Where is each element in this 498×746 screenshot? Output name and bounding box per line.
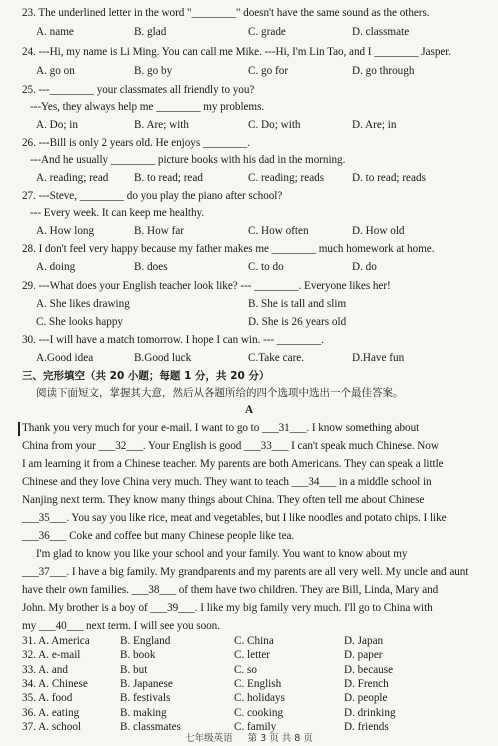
option: C. reading; reads bbox=[248, 172, 325, 184]
passage-line: ___36___ Coke and coffee but many Chinese people like tea. bbox=[22, 530, 295, 542]
cloze-options-31 bbox=[22, 634, 490, 649]
option: D. go through bbox=[352, 65, 415, 77]
option: 35. A. food bbox=[22, 692, 73, 705]
option: B. How far bbox=[134, 225, 185, 237]
option: B. classmates bbox=[120, 720, 181, 733]
option: B. making bbox=[120, 706, 167, 719]
option: D.Have fun bbox=[352, 352, 405, 364]
option: B. glad bbox=[134, 26, 167, 38]
option: A. How long bbox=[36, 225, 95, 237]
option: A. reading; read bbox=[36, 172, 109, 184]
cloze-options-37 bbox=[22, 720, 490, 735]
passage-line: my ___40___ next term. I will see you soon. bbox=[22, 620, 220, 632]
option: 33. A. and bbox=[22, 663, 68, 676]
passage-line: ___35___. You say you like rice, meat and vegetables, but I like noodles and potato chips. I like bbox=[22, 512, 447, 524]
passage-label: A bbox=[244, 404, 254, 416]
option: B. She is tall and slim bbox=[248, 298, 347, 310]
option: C. English bbox=[234, 677, 282, 690]
option: D. She is 26 years old bbox=[248, 316, 347, 328]
passage-line: ___37___. I have a big family. My grandparents and my parents are all very well. My uncle and aunt bbox=[22, 566, 469, 578]
question-30-options bbox=[36, 351, 490, 366]
passage-margin-mark bbox=[18, 422, 20, 436]
question-26-options bbox=[36, 171, 490, 186]
passage-line: China from your ___32___. Your English is good ___33___ I can't speak much Chinese. Now bbox=[22, 440, 439, 452]
question-29-options-row1 bbox=[36, 297, 490, 312]
cloze-options-33 bbox=[22, 663, 490, 678]
option: C. go for bbox=[248, 65, 289, 77]
option: D. people bbox=[344, 692, 388, 705]
option: A. She likes drawing bbox=[36, 298, 130, 310]
passage-line: I'm glad to know you like your school and your family. You want to know about my bbox=[36, 548, 408, 560]
option: D. friends bbox=[344, 720, 389, 733]
cloze-options-36 bbox=[22, 706, 490, 721]
option: D. do bbox=[352, 261, 377, 273]
question-26-line2: ---And he usually ________ picture books with his dad in the morning. bbox=[30, 154, 346, 166]
option: B. to read; read bbox=[134, 172, 203, 184]
option: B. book bbox=[120, 649, 156, 662]
option: B. does bbox=[134, 261, 168, 273]
option: D. drinking bbox=[344, 706, 396, 719]
option: C.Take care. bbox=[248, 352, 305, 364]
option: C. to do bbox=[248, 261, 284, 273]
question-25-options bbox=[36, 118, 490, 133]
option: D. Are; in bbox=[352, 119, 397, 131]
option: 34. A. Chinese bbox=[22, 677, 88, 690]
option: 32. A. e-mail bbox=[22, 649, 81, 662]
question-28-stem: 28. I don't feel very happy because my father makes me ________ much homework at home. bbox=[22, 243, 435, 255]
option: B. Japanese bbox=[120, 677, 173, 690]
question-27-line2: --- Every week. It can keep me healthy. bbox=[30, 207, 205, 219]
footer-grade: 七年级英语 bbox=[185, 733, 233, 744]
question-26-stem: 26. ---Bill is only 2 years old. He enjoys ________. bbox=[22, 137, 250, 149]
option: 31. A. America bbox=[22, 635, 90, 647]
passage-line: have their own families. ___38___ of them have two children. They are Bill, Linda, Mary and bbox=[22, 584, 439, 596]
question-25-line2: ---Yes, they always help me ________ my problems. bbox=[30, 101, 265, 113]
option: D. Japan bbox=[344, 635, 384, 647]
option: D. to read; reads bbox=[352, 172, 426, 184]
question-27-stem: 27. ---Steve, ________ do you play the piano after school? bbox=[22, 190, 283, 202]
option: B. Are; with bbox=[134, 119, 190, 131]
option: A. go on bbox=[36, 65, 75, 77]
option: B. England bbox=[120, 635, 171, 647]
question-23-stem: 23. The underlined letter in the word "________" doesn't have the same sound as the others. bbox=[22, 7, 430, 19]
option: 36. A. eating bbox=[22, 706, 80, 719]
section-title: 三、完形填空（共 20 小题；每题 1 分，共 20 分） bbox=[22, 370, 270, 382]
question-24-options bbox=[36, 64, 490, 79]
option: D. because bbox=[344, 663, 394, 676]
passage-line: John. My brother is a boy of ___39___. I like my big family very much. I'll go to China with bbox=[22, 602, 433, 614]
option: C. How often bbox=[248, 225, 309, 237]
passage-line: I am learning it from a Chinese teacher. My parents are both Americans. They can speak a little bbox=[22, 458, 444, 470]
option: D. paper bbox=[344, 649, 383, 662]
option: B.Good luck bbox=[134, 352, 192, 364]
section-instruction: 阅读下面短文，掌握其大意，然后从各题所给的四个选项中选出一个最佳答案。 bbox=[36, 387, 404, 399]
footer-page-number: 第 3 页 共 8 页 bbox=[247, 733, 313, 744]
question-25-stem: 25. ---________ your classmates all friendly to you? bbox=[22, 84, 255, 96]
option: A. name bbox=[36, 26, 74, 38]
cloze-options-32 bbox=[22, 648, 490, 663]
question-30-stem: 30. ---I will have a match tomorrow. I hope I can win. --- ________. bbox=[22, 334, 324, 346]
question-29-stem: 29. ---What does your English teacher look like? --- ________. Everyone likes her! bbox=[22, 280, 391, 292]
option: D. classmate bbox=[352, 26, 410, 38]
option: B. festivals bbox=[120, 692, 171, 705]
option: C. family bbox=[234, 720, 277, 733]
passage-line: Chinese and they love China very much. They want to teach ___34___ in a middle school in bbox=[22, 476, 432, 488]
cloze-options-34 bbox=[22, 677, 490, 692]
cloze-options-35 bbox=[22, 691, 490, 706]
option: C. so bbox=[234, 663, 258, 676]
question-29-options-row2 bbox=[36, 315, 490, 330]
question-27-options bbox=[36, 224, 490, 239]
option: C. grade bbox=[248, 26, 286, 38]
option: A. Do; in bbox=[36, 119, 78, 131]
option: C. letter bbox=[234, 649, 271, 662]
passage-line: Nanjing next term. They know many things about China. They often tell me about Chinese bbox=[22, 494, 425, 506]
option: 37. A. school bbox=[22, 720, 82, 733]
option: C. She looks happy bbox=[36, 316, 124, 328]
option: A.Good idea bbox=[36, 352, 94, 364]
option: C. cooking bbox=[234, 706, 284, 719]
option: D. French bbox=[344, 677, 389, 690]
option: D. How old bbox=[352, 225, 405, 237]
option: C. holidays bbox=[234, 692, 285, 705]
question-23-options bbox=[36, 25, 490, 40]
option: C. China bbox=[234, 635, 274, 647]
question-24-stem: 24. ---Hi, my name is Li Ming. You can call me Mike. ---Hi, I'm Lin Tao, and I ________ Jasper. bbox=[22, 46, 452, 58]
option: C. Do; with bbox=[248, 119, 301, 131]
option: B. but bbox=[120, 663, 148, 676]
question-28-options bbox=[36, 260, 490, 275]
option: A. doing bbox=[36, 261, 76, 273]
option: B. go by bbox=[134, 65, 173, 77]
passage-line: Thank you very much for your e-mail. I want to go to ___31___. I know something about bbox=[22, 422, 420, 434]
